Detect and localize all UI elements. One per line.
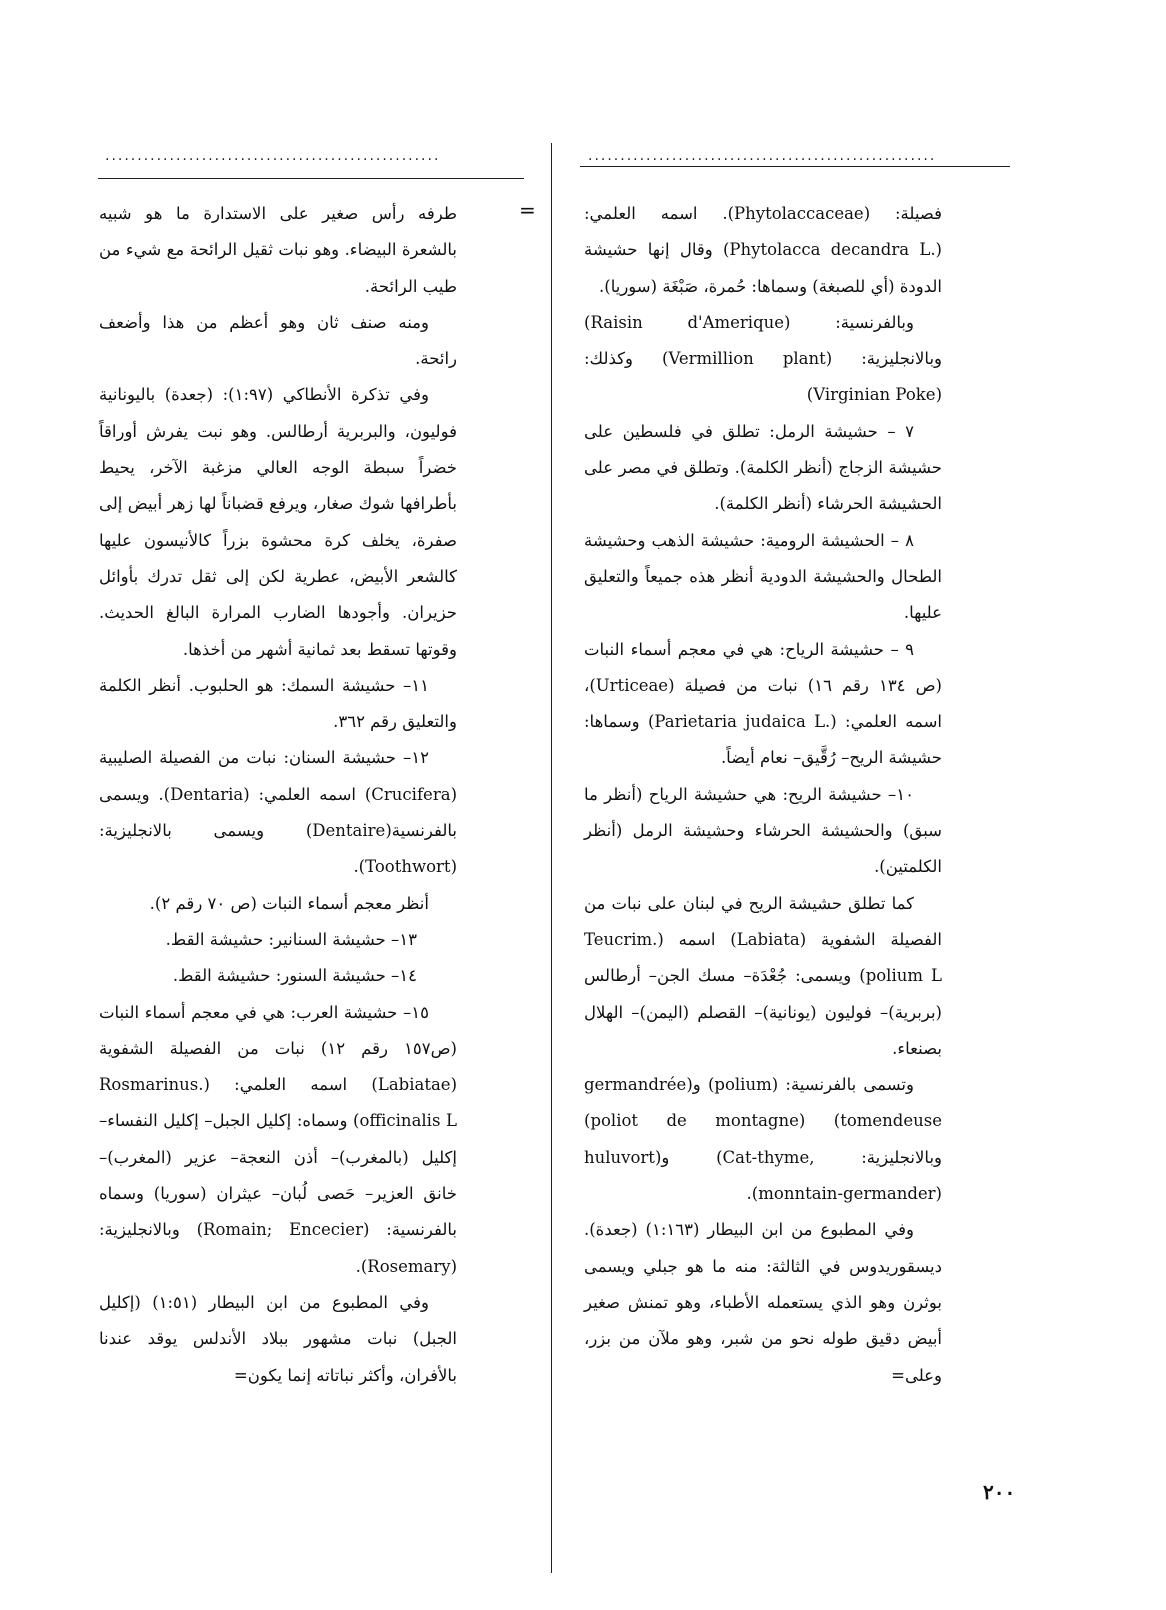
right-paragraph-5: ٩ – حشيشة الرياح: هي في معجم أسماء النبات (ص ١٣٤ رقم ١٦) نبات من فصيلة (Urticeae)، اسمه العلمي: (.Parietaria judaica L) وسماها: حشيشة الريح– رُقَّيق– نعام أيضاً.	[584, 639, 942, 768]
right-paragraph-8: وتسمى بالفرنسية: (polium) و(germandrée tomendeuse) (poliot de montagne) وبالانجليزية: ,Cat-thyme) و(huluvort (monntain-germander).	[584, 1075, 943, 1204]
continuation-mark: =	[519, 198, 536, 222]
left-paragraph-6: أنظر معجم أسماء النبات (ص ٧٠ رقم ٢).	[149, 893, 429, 913]
left-paragraph-3: وفي تذكرة الأنطاكي (١:٩٧): (جعدة) باليونانية فوليون، والبربرية أرطالس. وهو نبت يفرش أوراقاً خضراً سبطة الوجه العالي مزغبة الآخر، يحيط بأطرافها شوك صغار، ويرفع قضباناً لها زهر أبيض إلى صفرة، يخلف كرة محشوة بزراً كالأنيسون عليها كالشعر الأبيض، عطرية لكن إلى ثقل تدرك بأوائل حزيران. وأجودها الضارب المرارة البالغ الحديث. وقوتها تسقط بعد ثمانية أشهر من أخذها.	[99, 385, 457, 659]
header-rule-right	[580, 166, 1010, 167]
left-paragraph-4: ١١– حشيشة السمك: هو الحلبوب. أنظر الكلمة والتعليق رقم ٣٦٢.	[99, 675, 457, 732]
right-paragraph-3: ٧ – حشيشة الرمل: تطلق في فلسطين على حشيشة الزجاج (أنظر الكلمة). وتطلق في مصر على الحشيشة الحرشاء (أنظر الكلمة).	[584, 421, 942, 514]
header-dots-left: ....................................................	[105, 148, 441, 164]
right-paragraph-1: فصيلة: (Phytolaccaceae). اسمه العلمي: (.Phytolacca decandra L) وقال إنها حشيشة الدودة (أي للصبغة) وسماها: حُمرة، صَبْغَة (سوريا).	[584, 204, 942, 296]
left-column	[99, 196, 457, 1394]
header-dots-right: ......................................................	[588, 148, 937, 164]
left-paragraph-9: ١٥– حشيشة العرب: هي في معجم أسماء النبات (ص١٥٧ رقم ١٢) نبات من الفصيلة الشفوية (Labiatae) اسمه العلمي: (.Rosmarinus officinalis L) وسماه: إكليل الجبل– إكليل النفساء– إكليل (بالمغرب)– أذن النعجة– عزير (المغرب)– خانق العزير– حَصى لُبان– عيثران (سوريا) وسماه بالفرنسية: (Romain; Encecier) وبالانجليزية: (Rosemary).	[99, 1002, 457, 1276]
left-paragraph-8: ١٤– حشيشة السنور: حشيشة القط.	[172, 966, 417, 986]
right-paragraph-9: وفي المطبوع من ابن البيطار (١:١٦٣) (جعدة). ديسقوريدوس في الثالثة: منه ما هو جبلي ويسمى بوثرن وهو الذي يستعمله الأطباء، وهو تمنش صغير أبيض دقيق طوله نحو من شبر، وهو ملآن من بزر، وعلى=	[584, 1220, 942, 1385]
right-paragraph-6: ١٠– حشيشة الريح: هي حشيشة الرياح (أنظر ما سبق) والحشيشة الحرشاء وحشيشة الرمل (أنظر الكلمتين).	[584, 784, 942, 877]
header-rule-left	[98, 178, 524, 179]
left-paragraph-1: طرفه رأس صغير على الاستدارة ما هو شبيه بالشعرة البيضاء. وهو نبات ثقيل الرائحة مع شيء من طيب الرائحة.	[99, 204, 457, 296]
left-paragraph-7: ١٣– حشيشة السنانير: حشيشة القط.	[165, 929, 417, 949]
page-number: ٢٠٠	[983, 1480, 1016, 1504]
left-paragraph-10: وفي المطبوع من ابن البيطار (١:٥١) (إكليل الجبل) نبات مشهور ببلاد الأندلس يوقد عندنا بالأفران، وأكثر نباتاته إنما يكون=	[99, 1292, 457, 1385]
right-paragraph-2: وبالفرنسية: (Raisin d'Amerique) وبالانجليزية: (Vermillion plant) وكذلك: (Virginian Poke)	[584, 312, 943, 405]
right-paragraph-4: ٨ – الحشيشة الرومية: حشيشة الذهب وحشيشة الطحال والحشيشة الدودية أنظر هذه جميعاً والتعليق عليها.	[584, 530, 942, 623]
right-paragraph-7: كما تطلق حشيشة الريح في لبنان على نبات من الفصيلة الشفوية (Labiata) اسمه (.Teucrim polium L) ويسمى: جُعْدَة– مسك الجن– أرطالس (بربرية)– فوليون (يونانية)– القصلم (اليمن)– الهلال بصنعاء.	[584, 893, 942, 1058]
left-paragraph-5: ١٢– حشيشة السنان: نبات من الفصيلة الصليبية (Crucifera) اسمه العلمي: (Dentaria). ويسمى بالفرنسية(Dentaire) ويسمى بالانجليزية: (Toothwort).	[99, 748, 457, 877]
left-paragraph-2: ومنه صنف ثان وهو أعظم من هذا وأضعف رائحة.	[99, 312, 457, 369]
column-divider	[551, 143, 552, 1573]
right-column	[584, 196, 942, 1394]
